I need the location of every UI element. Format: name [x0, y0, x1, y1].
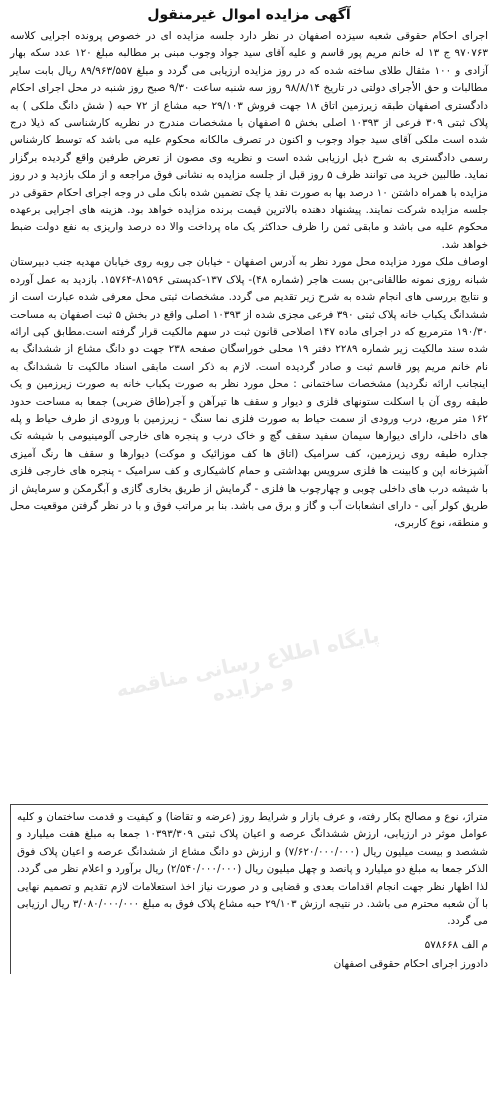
property-description-paragraph: اوصاف ملک مورد مزایده محل مورد نظر به آدرس اصفهان - خیابان جی روبه روی خیابان مهدیه جنب دبیرستان شبانه روزی نمونه طالقانی-بن بست هاجر (شماره ۴۸)- پلاک ۱۳۷-کدپستی ۸۱۵۹۶-۱۵۷۶۴. بازدید به عمل آورده و نتایج بررسی های انجام شده به شرح زیر تقدیم می گردد. مشخصات ثبتی محل معرفی شده عبارت است از ششدانگ یکباب خانه پلاک ثبتی ۳۹۰ فرعی مجزی شده از ۱۰۳۹۳ اصلی واقع در بخش ۵ ثبت اصفهان به مساحت ۱۹۰/۳۰ مترمربع که در اجرای ماده ۱۴۷ اصلاحی قانون ثبت در سهم مالکیت قرار گرفته است.مطابق کپی ارائه شده سند مالکیت زیر شماره ۲۲۸۹ دفتر ۱۹ محلی خوراسگان صفحه ۲۳۸ جهت دو دانگ مشاع از ششدانگ به نام خانم مریم پور قاسم ثبت و صادر گردیده است. لازم به ذکر است مابقی اسناد مالکیت تا ششدانگ به اینجانب ارائه نگردید) مشخصات ساختمانی : محل مورد نظر به صورت یکباب خانه به صورت زیرزمین و یک طبقه روی آن با اسکلت ستونهای فلزی و دیوار و سقف ها تیرآهن و آجر(طاق ضربی) جمعا به مساحت حدود ۱۶۲ متر مربع، درب ورودی از سمت حیاط به صورت فلزی نما سنگ - زیرزمین با ورودی از طرف حیاط و پله های داخلی، دارای دیوارها سیمان سفید سقف گچ و خاک درب و پنجره های خارجی آلومینیومی با شیشه تک جداره طبقه روی زیرزمین، کف سرامیک (اتاق ها کف موزائیک و موکت) دیوارها و سقف ها رنگ آمیزی آشپزخانه اپن و کابینت ها فلزی سرویس بهداشتی و حمام کاشیکاری و کف سرامیک - پنجره های خارجی فلزی با شیشه درب های داخلی چوبی و چهارچوب ها فلزی - گرمایش از طریق بخاری گازی و آبگرمکن و سرمایش از طریق کولر آبی - دارای انشعابات آب و گاز و برق می باشد. بنا بر مراتب فوق و با در نظر گرفتن موقعیت محل و منطقه، نوع کاربری، — [10, 256, 488, 530]
notice-title: آگهی مزایده اموال غیرمنقول — [147, 7, 351, 23]
site-watermark: پایگاه اطلاع رسانی مناقصه و مزایده — [113, 622, 382, 706]
notice-continuation-box — [10, 804, 488, 974]
notice-code: م الف ۵۷۸۶۶۸ — [424, 938, 488, 951]
auction-notice — [10, 4, 488, 533]
valuation-paragraph: متراژ، نوع و مصالح بکار رفته، و عرف بازار و شرایط روز (عرضه و تقاضا) و کیفیت و قدمت ساختمان و کلیه عوامل موثر در ارزیابی، ارزش ششدانگ عرصه و اعیان پلاک ثبتی ۱۰۳۹۳/۳۰۹ جمعا به مبلغ هفت میلیارد و ششصد و بیست میلیون ریال (۷/۶۲۰/۰۰۰/۰۰۰) و ارزش دو دانگ مشاع از ششدانگ عرصه و اعیان پلاک فوق الذکر جمعا به مبلغ دو میلیارد و پانصد و چهل میلیون ریال (۲/۵۴۰/۰۰۰/۰۰۰) ریال برآورد و اعلام نظر می گردد. لذا اظهار نظر جهت انجام اقدامات بعدی و قضایی و در صورت نیاز اخذ استعلامات لازم تقدیم و تصمیم نهایی با آن شعبه محترم می باشد. در نتیجه ارزش ۲۹/۱۰۳ حبه مشاع پلاک فوق به مبلغ ۳/۰۸۰/۰۰۰/۰۰۰ ریال ارزیابی می گردد. — [17, 811, 488, 928]
signature-line: دادورز اجرای احکام حقوقی اصفهان — [333, 958, 488, 971]
notice-body-paragraph: اجرای احکام حقوقی شعبه سیزده اصفهان در نظر دارد جلسه مزایده ای در خصوص پرونده اجرایی کلاسه ۹۷۰۷۶۳ ج ۱۳ له خانم مریم پور قاسم و علیه آقای سید جواد وجوب مبنی بر مطالبه مبلغ ۱۲۰ عدد سکه بهار آزادی و ۱۰۰ مثقال طلای ساخته شده که در روز مزایده ارزیابی می گردد و مبلغ ۸۹/۹۶۳/۵۵۷ ریال بابت سایر مطالبات و حق الأجرای دولتی در تاریخ ۹۸/۸/۱۴ روز سه شنبه ساعت ۹/۳۰ صبح روز شنبه در محل اجرای احکام دادگستری اصفهان طبقه زیرزمین اتاق ۱۸ جهت فروش ۲۹/۱۰۳ حبه مشاع از ۷۲ حبه ( شش دانگ ملکی ) به پلاک ثبتی ۳۰۹ فرعی از ۱۰۳۹۳ اصلی بخش ۵ اصفهان با مشخصات مندرج در نظریه کارشناسی که ذیلا درج شده است ملکی آقای سید جواد وجوب و اکنون در تصرف مالکانه محکوم علیه می باشد که توسط کارشناس رسمی دادگستری به شرح ذیل ارزیابی شده است و نظریه وی مصون از تعرض طرفین واقع گردیده برگزار نماید. طالبین خرید می توانند ظرف ۵ روز قبل از جلسه مزایده به نشانی فوق مراجعه و از ملک بازدید و در روز مزایده با همراه داشتن ۱۰ درصد بها به صورت نقد یا چک تضمین شده بانک ملی در وجه اجرای احکام حقوقی در جلسه مزایده شرکت نمایند. پیشنهاد دهنده بالاترین قیمت برنده مزایده خواهد بود. هزینه های اجرایی برعهده محکوم علیه می باشد و مابقی ثمن را ظرف حداکثر یک ماه پرداخت والا ده درصد واریزی به نفع دولت ضبط خواهد شد. — [10, 30, 489, 251]
